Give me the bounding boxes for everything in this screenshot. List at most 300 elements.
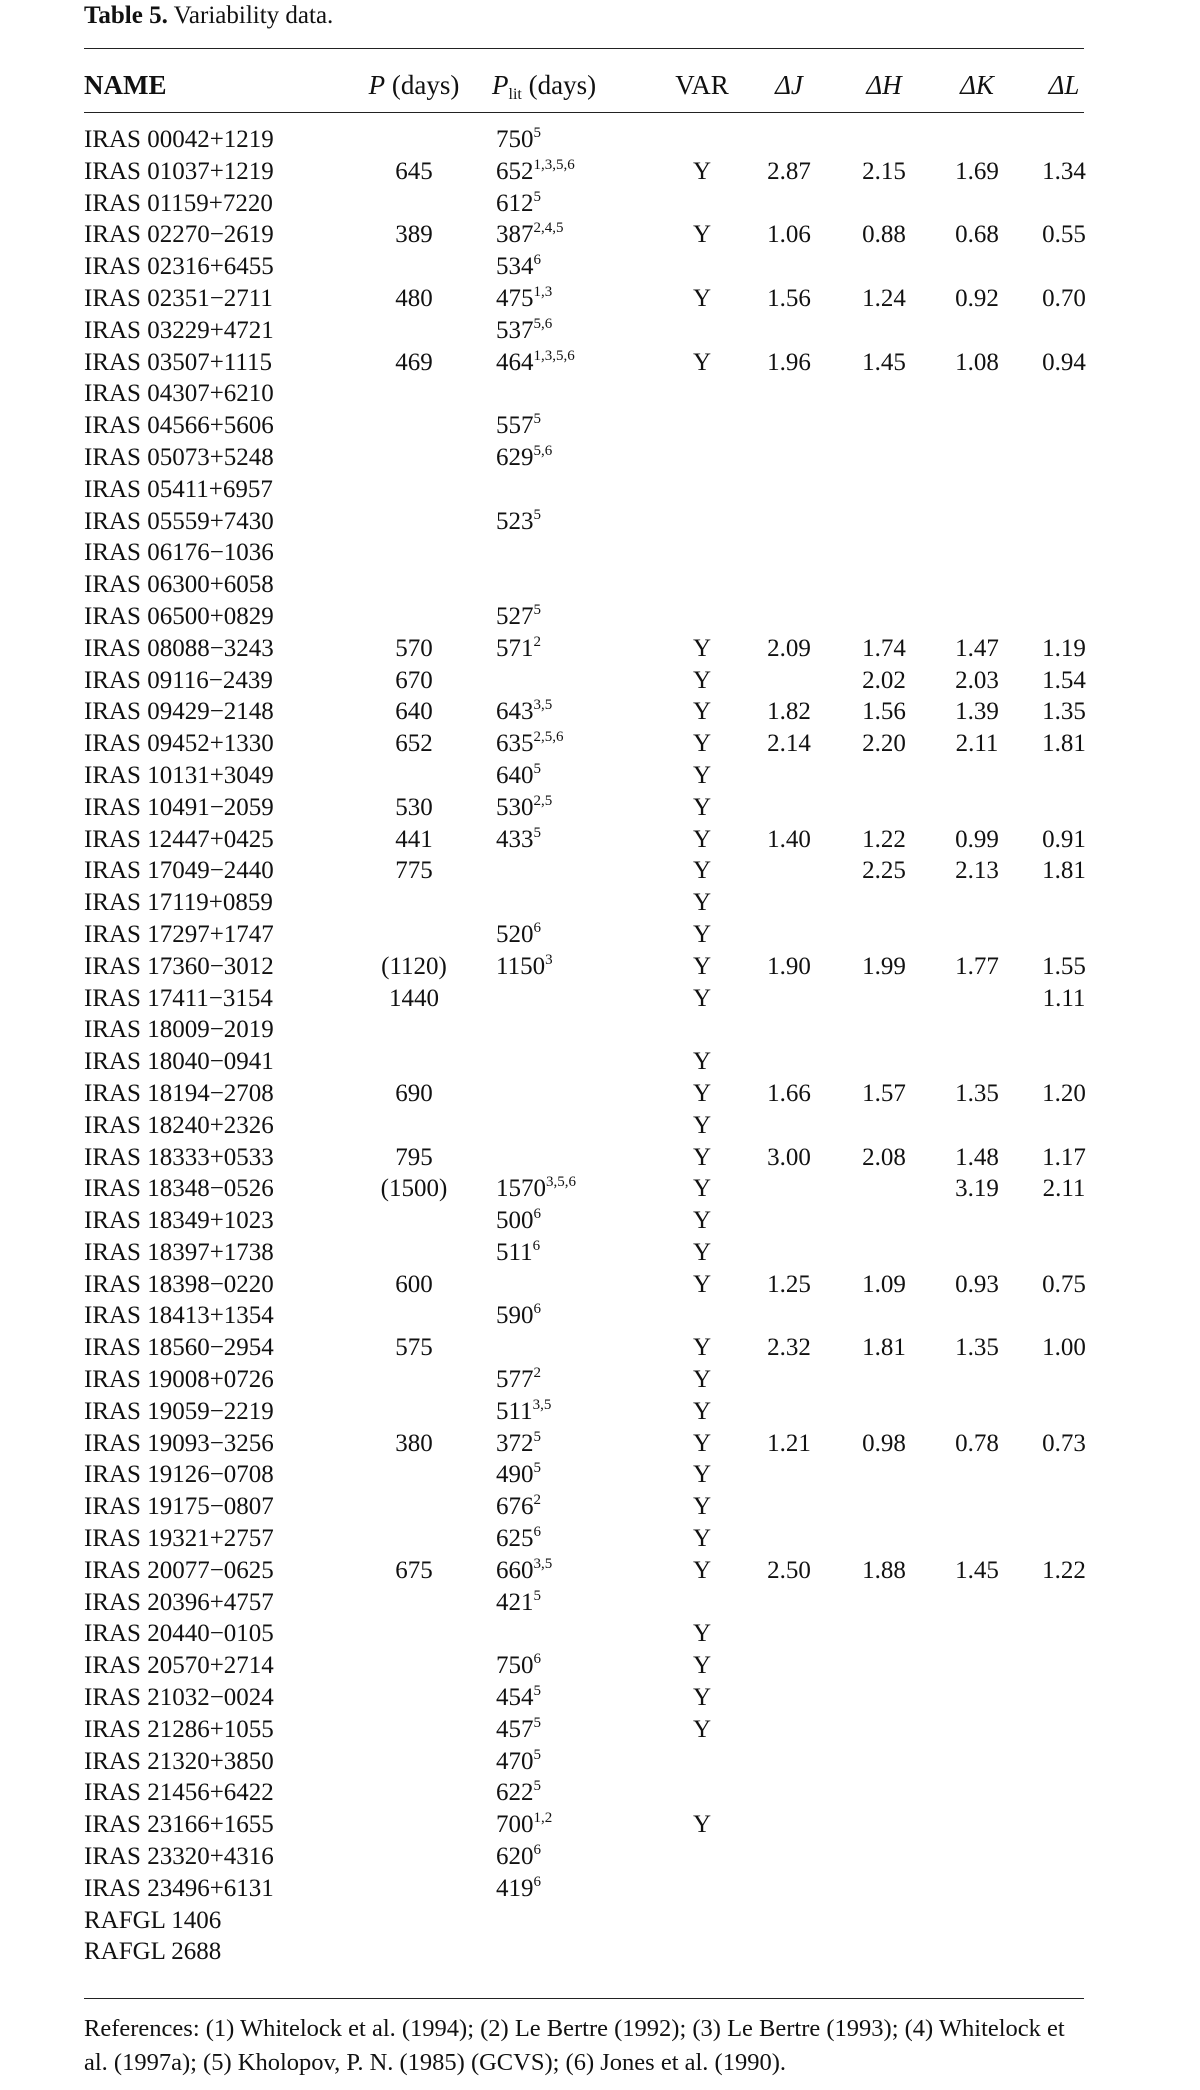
row-reference-sup: 1,2 xyxy=(533,1810,553,1827)
table-row xyxy=(84,1396,1084,1428)
row-var: Y xyxy=(692,1366,712,1394)
row-period-lit xyxy=(496,760,541,792)
table-number: Table 5. xyxy=(84,2,168,29)
row-period-lit xyxy=(496,188,541,220)
row-reference-sup: 6 xyxy=(533,1524,541,1541)
row-reference-sup: 5 xyxy=(533,188,541,205)
table-row xyxy=(84,1618,1084,1650)
row-period: 389 xyxy=(395,221,433,249)
row-delta-l: 1.22 xyxy=(1042,1556,1086,1584)
row-name: IRAS 17360−3012 xyxy=(84,952,274,980)
row-delta-h: 1.74 xyxy=(862,634,906,662)
row-name: IRAS 21286+1055 xyxy=(84,1715,274,1743)
row-var: Y xyxy=(692,825,712,853)
header-var: VAR xyxy=(675,70,729,100)
row-name: IRAS 01037+1219 xyxy=(84,157,274,185)
row-var: Y xyxy=(692,1334,712,1362)
row-name: IRAS 04307+6210 xyxy=(84,380,274,408)
row-period-lit-value: 612 xyxy=(496,189,534,217)
row-period-lit xyxy=(496,1300,541,1332)
row-period-lit xyxy=(496,219,564,251)
row-period-lit-value: 490 xyxy=(496,1461,534,1489)
row-delta-j: 1.82 xyxy=(767,698,811,726)
row-period-lit xyxy=(496,824,541,856)
row-name: IRAS 12447+0425 xyxy=(84,825,274,853)
row-reference-sup: 5 xyxy=(533,411,541,428)
table-row xyxy=(84,1205,1084,1237)
row-name: IRAS 05073+5248 xyxy=(84,443,274,471)
row-period-lit-value: 419 xyxy=(496,1874,534,1902)
row-var: Y xyxy=(692,730,712,758)
row-reference-sup: 6 xyxy=(533,1873,541,1890)
row-reference-sup: 1,3,5,6 xyxy=(533,347,575,364)
table-row xyxy=(84,1777,1084,1809)
row-period: 640 xyxy=(395,698,433,726)
row-name: RAFGL 1406 xyxy=(84,1906,222,1934)
table-row xyxy=(84,1014,1084,1046)
row-var: Y xyxy=(692,698,712,726)
row-delta-h: 1.09 xyxy=(862,1270,906,1298)
table-row xyxy=(84,1491,1084,1523)
row-period: 652 xyxy=(395,730,433,758)
row-delta-j: 1.96 xyxy=(767,348,811,376)
row-period-lit-value: 629 xyxy=(496,443,534,471)
row-period-lit-value: 700 xyxy=(496,1811,534,1839)
row-delta-k: 1.47 xyxy=(955,634,999,662)
row-delta-l: 0.55 xyxy=(1042,221,1086,249)
row-reference-sup: 3,5,6 xyxy=(546,1174,576,1191)
row-delta-k: 1.39 xyxy=(955,698,999,726)
row-var: Y xyxy=(692,666,712,694)
row-period-lit xyxy=(496,951,553,983)
row-var: Y xyxy=(692,793,712,821)
row-reference-sup: 6 xyxy=(533,919,541,936)
row-delta-h: 2.15 xyxy=(862,157,906,185)
table-row xyxy=(84,283,1084,315)
table-row xyxy=(84,1459,1084,1491)
table-row xyxy=(84,124,1084,156)
row-name: IRAS 03229+4721 xyxy=(84,316,274,344)
table-row xyxy=(84,1110,1084,1142)
header-dk-label: ΔK xyxy=(960,70,994,100)
row-name: IRAS 02316+6455 xyxy=(84,253,274,281)
row-name: IRAS 03507+1115 xyxy=(84,348,272,376)
row-var: Y xyxy=(692,1493,712,1521)
row-period-lit-value: 1150 xyxy=(496,952,546,980)
row-period-lit xyxy=(496,792,552,824)
row-period-lit-value: 464 xyxy=(496,348,534,376)
row-period-lit xyxy=(496,601,541,633)
header-plit-symbol: P xyxy=(492,70,509,100)
row-delta-l: 1.19 xyxy=(1042,634,1086,662)
row-delta-h: 2.20 xyxy=(862,730,906,758)
row-period-lit xyxy=(496,1746,541,1778)
row-name: IRAS 18333+0533 xyxy=(84,1143,274,1171)
row-period-lit xyxy=(496,1428,541,1460)
row-period-lit-value: 1570 xyxy=(496,1175,546,1203)
row-var: Y xyxy=(692,284,712,312)
row-period-lit-value: 660 xyxy=(496,1556,534,1584)
row-delta-l: 1.81 xyxy=(1042,857,1086,885)
row-period: 670 xyxy=(395,666,433,694)
table-row xyxy=(84,601,1084,633)
row-period-lit xyxy=(496,1523,541,1555)
row-period-lit xyxy=(496,1364,541,1396)
row-period-lit-value: 523 xyxy=(496,507,534,535)
table-row xyxy=(84,1682,1084,1714)
table-row xyxy=(84,347,1084,379)
row-delta-k: 0.99 xyxy=(955,825,999,853)
row-period-lit-value: 571 xyxy=(496,634,534,662)
row-period-lit-value: 537 xyxy=(496,316,534,344)
row-delta-k: 2.03 xyxy=(955,666,999,694)
table-row xyxy=(84,1142,1084,1174)
table-row xyxy=(84,1332,1084,1364)
row-period-lit xyxy=(496,156,575,188)
table-row xyxy=(84,1714,1084,1746)
row-delta-l: 0.91 xyxy=(1042,825,1086,853)
row-period-lit-value: 387 xyxy=(496,221,534,249)
row-name: IRAS 02351−2711 xyxy=(84,284,273,312)
row-delta-j: 2.32 xyxy=(767,1334,811,1362)
row-name: IRAS 18397+1738 xyxy=(84,1238,274,1266)
row-delta-h: 2.02 xyxy=(862,666,906,694)
row-period: (1120) xyxy=(381,952,447,980)
row-period-lit xyxy=(496,1809,552,1841)
row-period: 645 xyxy=(395,157,433,185)
row-period-lit xyxy=(496,696,552,728)
row-reference-sup: 6 xyxy=(533,252,541,269)
row-name: IRAS 19175−0807 xyxy=(84,1493,274,1521)
row-delta-l: 1.20 xyxy=(1042,1079,1086,1107)
row-period-lit-value: 676 xyxy=(496,1493,534,1521)
table-row xyxy=(84,219,1084,251)
row-delta-j: 1.06 xyxy=(767,221,811,249)
table-row xyxy=(84,855,1084,887)
row-reference-sup: 5 xyxy=(533,1428,541,1445)
row-reference-sup: 5 xyxy=(533,1683,541,1700)
table-row xyxy=(84,792,1084,824)
row-reference-sup: 2 xyxy=(533,633,541,650)
row-period-lit xyxy=(496,124,541,156)
row-reference-sup: 1,3,5,6 xyxy=(533,156,575,173)
table-row xyxy=(84,1841,1084,1873)
row-name: IRAS 23166+1655 xyxy=(84,1811,274,1839)
table-row xyxy=(84,665,1084,697)
row-name: IRAS 17297+1747 xyxy=(84,920,274,948)
row-delta-k: 2.11 xyxy=(955,730,999,758)
row-period-lit xyxy=(496,1587,541,1619)
table-row xyxy=(84,410,1084,442)
row-name: IRAS 09452+1330 xyxy=(84,730,274,758)
header-dj-label: ΔJ xyxy=(775,70,803,100)
row-period: 570 xyxy=(395,634,433,662)
row-period-lit-value: 652 xyxy=(496,157,534,185)
table-row xyxy=(84,1523,1084,1555)
row-reference-sup: 2,4,5 xyxy=(533,220,564,237)
row-period-lit-value: 454 xyxy=(496,1684,534,1712)
table-row xyxy=(84,1364,1084,1396)
row-name: IRAS 05411+6957 xyxy=(84,475,273,503)
row-reference-sup: 6 xyxy=(533,1301,541,1318)
table-row xyxy=(84,983,1084,1015)
row-var: Y xyxy=(692,857,712,885)
row-period-lit-value: 470 xyxy=(496,1747,534,1775)
row-delta-h: 1.22 xyxy=(862,825,906,853)
row-var: Y xyxy=(692,1715,712,1743)
row-name: IRAS 18348−0526 xyxy=(84,1175,274,1203)
row-reference-sup: 5 xyxy=(533,1714,541,1731)
row-period-lit-value: 534 xyxy=(496,253,534,281)
row-name: IRAS 05559+7430 xyxy=(84,507,274,535)
row-period-lit xyxy=(496,1873,541,1905)
row-reference-sup: 3,5 xyxy=(533,1555,553,1572)
row-delta-h: 0.98 xyxy=(862,1429,906,1457)
row-delta-h: 2.25 xyxy=(862,857,906,885)
row-delta-j: 1.66 xyxy=(767,1079,811,1107)
row-reference-sup: 3,5 xyxy=(533,697,553,714)
table-row xyxy=(84,1237,1084,1269)
row-var: Y xyxy=(692,1684,712,1712)
table-row xyxy=(84,1650,1084,1682)
row-period-lit xyxy=(496,1714,541,1746)
header-dh xyxy=(834,70,934,106)
row-name: IRAS 18194−2708 xyxy=(84,1079,274,1107)
row-delta-j: 1.40 xyxy=(767,825,811,853)
row-delta-j: 1.56 xyxy=(767,284,811,312)
table-row xyxy=(84,1173,1084,1205)
row-var: Y xyxy=(692,920,712,948)
row-delta-k: 1.45 xyxy=(955,1556,999,1584)
row-delta-k: 0.92 xyxy=(955,284,999,312)
row-delta-k: 0.78 xyxy=(955,1429,999,1457)
row-period-lit-value: 475 xyxy=(496,284,534,312)
row-period-lit xyxy=(496,283,552,315)
table-title: Variability data. xyxy=(173,2,334,29)
row-period: 775 xyxy=(395,857,433,885)
row-period-lit xyxy=(496,1555,552,1587)
row-period: 530 xyxy=(395,793,433,821)
header-name: NAME xyxy=(84,70,167,100)
row-delta-l: 1.55 xyxy=(1042,952,1086,980)
row-delta-j: 2.87 xyxy=(767,157,811,185)
row-period-lit-value: 557 xyxy=(496,412,534,440)
row-period-lit-value: 511 xyxy=(496,1397,533,1425)
row-period: 469 xyxy=(395,348,433,376)
table-row xyxy=(84,1300,1084,1332)
row-reference-sup: 6 xyxy=(533,1651,541,1668)
row-period-lit-value: 511 xyxy=(496,1238,533,1266)
row-period: 1440 xyxy=(389,984,439,1012)
row-delta-h: 1.81 xyxy=(862,1334,906,1362)
row-var: Y xyxy=(692,1620,712,1648)
row-var: Y xyxy=(692,1556,712,1584)
row-name: RAFGL 2688 xyxy=(84,1938,222,1966)
row-period-lit xyxy=(496,410,541,442)
row-period-lit xyxy=(496,728,564,760)
table-row xyxy=(84,1936,1084,1968)
row-delta-k: 2.13 xyxy=(955,857,999,885)
row-var: Y xyxy=(692,1811,712,1839)
row-var: Y xyxy=(692,1429,712,1457)
row-delta-k: 1.77 xyxy=(955,952,999,980)
row-var: Y xyxy=(692,1175,712,1203)
table-row xyxy=(84,506,1084,538)
row-period-lit xyxy=(496,1396,551,1428)
row-period-lit-value: 622 xyxy=(496,1779,534,1807)
row-period: (1500) xyxy=(380,1175,448,1203)
row-period-lit-value: 372 xyxy=(496,1429,534,1457)
row-var: Y xyxy=(692,889,712,917)
header-dk xyxy=(927,70,1027,106)
row-delta-k: 3.19 xyxy=(955,1175,999,1203)
row-reference-sup: 2 xyxy=(533,1365,541,1382)
row-name: IRAS 17049−2440 xyxy=(84,857,274,885)
table-row xyxy=(84,1746,1084,1778)
row-delta-h: 0.88 xyxy=(862,221,906,249)
header-rule xyxy=(84,112,1084,113)
row-delta-j: 1.25 xyxy=(767,1270,811,1298)
row-delta-j: 1.90 xyxy=(767,952,811,980)
row-name: IRAS 00042+1219 xyxy=(84,126,274,153)
row-period-lit-value: 750 xyxy=(496,126,534,153)
row-reference-sup: 5 xyxy=(533,824,541,841)
row-period-lit xyxy=(496,1491,541,1523)
row-name: IRAS 19126−0708 xyxy=(84,1461,274,1489)
row-delta-l: 1.54 xyxy=(1042,666,1086,694)
row-var: Y xyxy=(692,1397,712,1425)
row-period-lit-value: 635 xyxy=(496,730,534,758)
row-delta-k: 0.93 xyxy=(955,1270,999,1298)
row-delta-l: 2.11 xyxy=(1042,1175,1086,1203)
row-period-lit xyxy=(496,1650,541,1682)
row-delta-h: 1.24 xyxy=(862,284,906,312)
row-delta-h: 1.45 xyxy=(862,348,906,376)
row-var: Y xyxy=(692,221,712,249)
row-delta-l: 1.81 xyxy=(1042,730,1086,758)
row-delta-l: 0.70 xyxy=(1042,284,1086,312)
row-name: IRAS 23496+6131 xyxy=(84,1874,274,1902)
row-period-lit xyxy=(496,1841,541,1873)
table-row xyxy=(84,1078,1084,1110)
row-period-lit xyxy=(496,1237,540,1269)
row-period-lit-value: 527 xyxy=(496,602,534,630)
row-delta-l: 0.73 xyxy=(1042,1429,1086,1457)
row-reference-sup: 5 xyxy=(533,1746,541,1763)
row-delta-k: 0.68 xyxy=(955,221,999,249)
row-name: IRAS 21032−0024 xyxy=(84,1684,274,1712)
row-reference-sup: 5 xyxy=(533,1460,541,1477)
table-row xyxy=(84,1269,1084,1301)
row-period-lit xyxy=(496,1777,541,1809)
row-name: IRAS 18560−2954 xyxy=(84,1334,274,1362)
row-name: IRAS 19321+2757 xyxy=(84,1525,274,1553)
row-delta-j: 2.14 xyxy=(767,730,811,758)
row-var: Y xyxy=(692,1079,712,1107)
row-period-lit-value: 433 xyxy=(496,825,534,853)
row-var: Y xyxy=(692,157,712,185)
row-name: IRAS 20077−0625 xyxy=(84,1556,274,1584)
row-period-lit xyxy=(496,1459,541,1491)
row-name: IRAS 19059−2219 xyxy=(84,1397,274,1425)
row-period-lit-value: 520 xyxy=(496,920,534,948)
row-period-lit-value: 625 xyxy=(496,1525,534,1553)
table-row xyxy=(84,633,1084,665)
header-plit-unit: (days) xyxy=(528,70,597,100)
row-delta-h: 2.08 xyxy=(862,1143,906,1171)
row-name: IRAS 19008+0726 xyxy=(84,1366,274,1394)
table-row xyxy=(84,887,1084,919)
table-row xyxy=(84,442,1084,474)
row-name: IRAS 20440−0105 xyxy=(84,1620,274,1648)
table-row xyxy=(84,1587,1084,1619)
row-delta-k: 1.48 xyxy=(955,1143,999,1171)
row-period-lit-value: 590 xyxy=(496,1302,534,1330)
row-name: IRAS 18240+2326 xyxy=(84,1111,274,1139)
row-delta-l: 0.75 xyxy=(1042,1270,1086,1298)
table-row xyxy=(84,1555,1084,1587)
row-name: IRAS 18413+1354 xyxy=(84,1302,274,1330)
row-name: IRAS 08088−3243 xyxy=(84,634,274,662)
row-delta-k: 1.08 xyxy=(955,348,999,376)
row-period: 690 xyxy=(395,1079,433,1107)
row-name: IRAS 21320+3850 xyxy=(84,1747,274,1775)
row-period-lit xyxy=(496,1173,576,1205)
row-name: IRAS 09429−2148 xyxy=(84,698,274,726)
row-delta-l: 1.35 xyxy=(1042,698,1086,726)
row-name: IRAS 21456+6422 xyxy=(84,1779,274,1807)
row-delta-l: 1.17 xyxy=(1042,1143,1086,1171)
table-row xyxy=(84,1905,1084,1937)
row-name: IRAS 19093−3256 xyxy=(84,1429,274,1457)
row-name: IRAS 06500+0829 xyxy=(84,602,274,630)
row-name: IRAS 06300+6058 xyxy=(84,571,274,599)
top-rule xyxy=(84,48,1084,49)
row-reference-sup: 6 xyxy=(533,1206,541,1223)
row-name: IRAS 17411−3154 xyxy=(84,984,273,1012)
row-reference-sup: 3,5 xyxy=(532,1396,552,1413)
row-period: 795 xyxy=(395,1143,433,1171)
table-row xyxy=(84,919,1084,951)
row-var: Y xyxy=(692,1525,712,1553)
row-var: Y xyxy=(692,1048,712,1076)
row-period-lit xyxy=(496,1682,541,1714)
row-period-lit-value: 577 xyxy=(496,1366,534,1394)
row-period-lit xyxy=(496,1205,541,1237)
row-reference-sup: 3 xyxy=(545,951,553,968)
table-row xyxy=(84,537,1084,569)
row-period: 380 xyxy=(395,1429,433,1457)
row-var: Y xyxy=(692,1461,712,1489)
row-reference-sup: 6 xyxy=(532,1237,541,1254)
row-period-lit-value: 620 xyxy=(496,1843,534,1871)
row-name: IRAS 02270−2619 xyxy=(84,221,274,249)
row-var: Y xyxy=(692,984,712,1012)
table-body xyxy=(84,124,1084,1968)
table-row xyxy=(84,474,1084,506)
table-row xyxy=(84,156,1084,188)
row-period-lit-value: 643 xyxy=(496,698,534,726)
table-row xyxy=(84,569,1084,601)
table-row xyxy=(84,1046,1084,1078)
table-row xyxy=(84,824,1084,856)
row-reference-sup: 2,5 xyxy=(533,792,553,809)
row-period-lit-value: 421 xyxy=(496,1588,534,1616)
row-var: Y xyxy=(692,1652,712,1680)
row-name: IRAS 18009−2019 xyxy=(84,1016,274,1044)
table-row xyxy=(84,951,1084,983)
row-var: Y xyxy=(692,1238,712,1266)
